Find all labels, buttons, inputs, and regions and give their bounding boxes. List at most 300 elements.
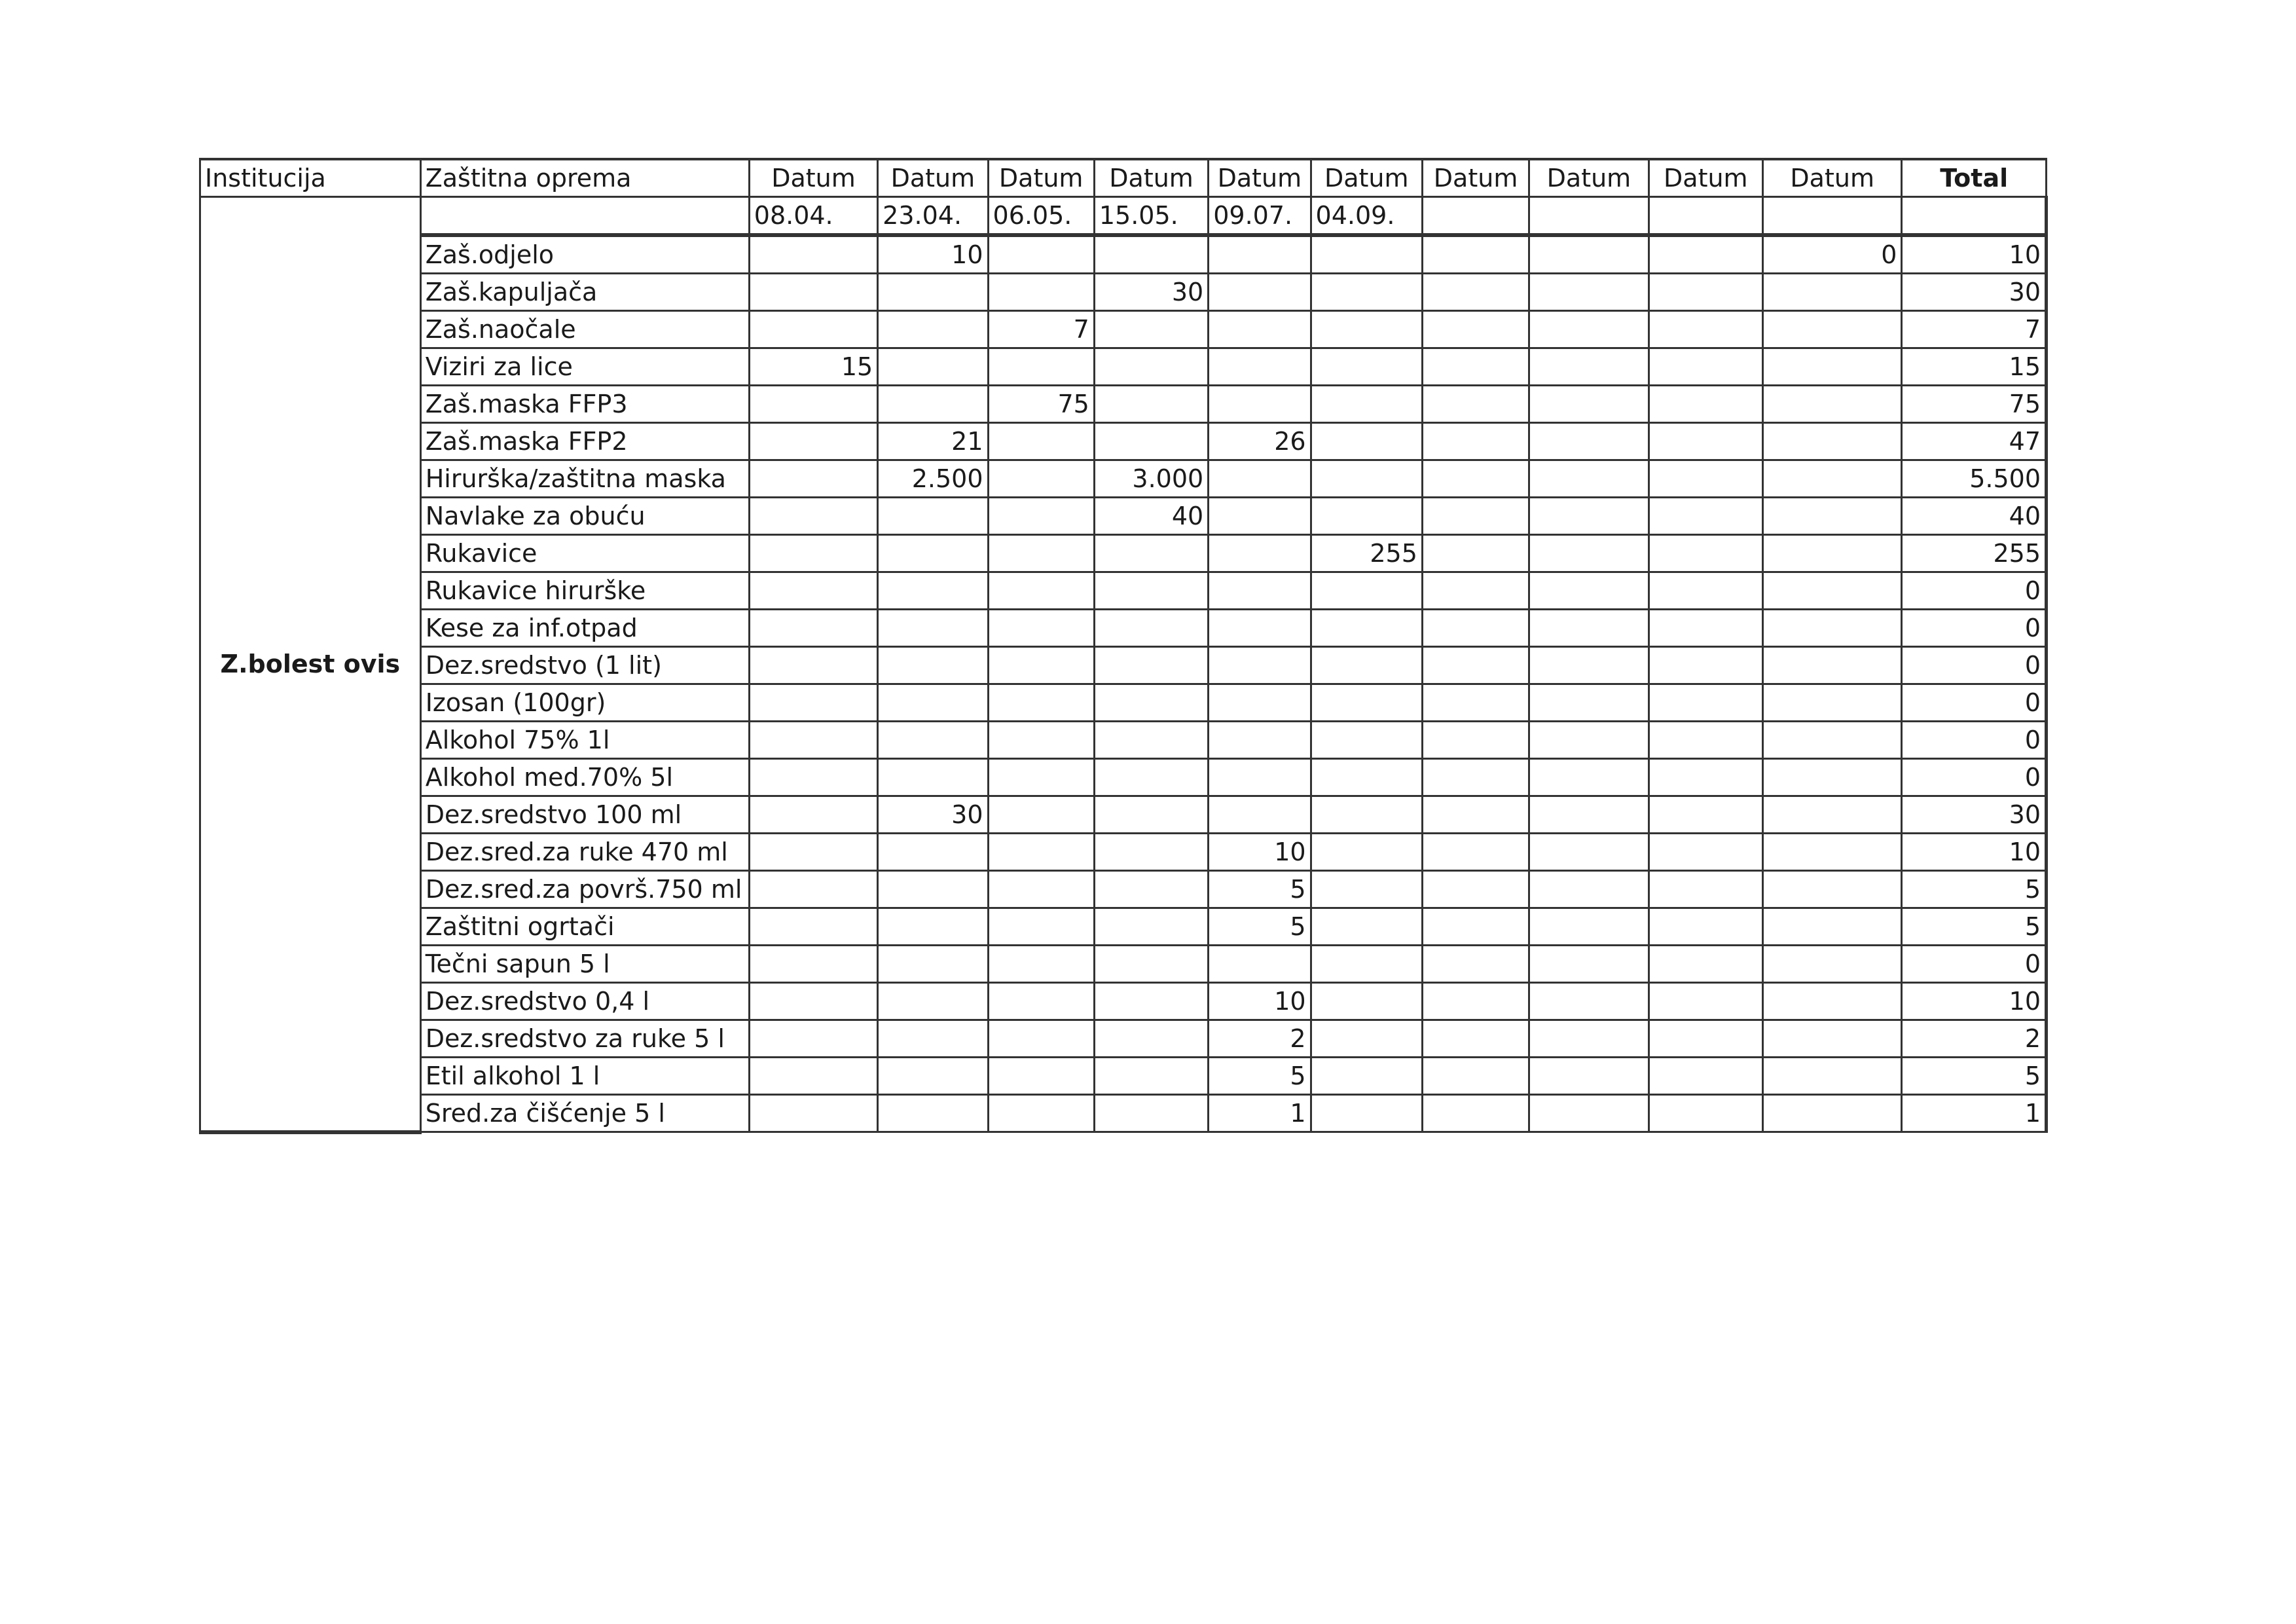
quantity-cell	[1094, 722, 1208, 759]
quantity-cell	[1209, 274, 1311, 311]
quantity-cell: 15	[749, 348, 877, 386]
quantity-cell	[1529, 647, 1649, 684]
quantity-cell	[1094, 1020, 1208, 1058]
equipment-item: Dez.sredstvo za ruke 5 l	[420, 1020, 749, 1058]
equipment-table	[199, 158, 2048, 1134]
institution-name: Z.bolest ovis	[200, 197, 421, 1132]
quantity-cell	[1529, 908, 1649, 946]
quantity-cell	[749, 311, 877, 348]
total-cell: 0	[1902, 946, 2047, 983]
quantity-cell: 30	[1094, 274, 1208, 311]
equipment-item: Kese za inf.otpad	[420, 610, 749, 647]
date-header: Datum	[749, 159, 877, 197]
table-row	[200, 946, 2047, 983]
quantity-cell	[1422, 423, 1529, 460]
total-cell: 47	[1902, 423, 2047, 460]
quantity-cell	[749, 796, 877, 834]
quantity-cell	[1529, 983, 1649, 1020]
quantity-cell	[1762, 759, 1901, 796]
equipment-item: Rukavice	[420, 535, 749, 572]
quantity-cell	[1422, 274, 1529, 311]
quantity-cell	[988, 684, 1094, 722]
quantity-cell	[878, 759, 988, 796]
quantity-cell	[1209, 759, 1311, 796]
table-row	[200, 535, 2047, 572]
institution-header: Institucija	[200, 159, 421, 197]
quantity-cell	[1422, 1095, 1529, 1132]
equipment-item: Hirurška/zaštitna maska	[420, 460, 749, 498]
equipment-item: Dez.sredstvo 100 ml	[420, 796, 749, 834]
quantity-cell	[1762, 423, 1901, 460]
dates-label-cell	[420, 197, 749, 236]
quantity-cell	[1209, 311, 1311, 348]
equipment-item: Rukavice hirurške	[420, 572, 749, 610]
date-value: 06.05.	[988, 197, 1094, 236]
quantity-cell	[1762, 1058, 1901, 1095]
quantity-cell	[878, 311, 988, 348]
quantity-cell	[988, 235, 1094, 274]
quantity-cell	[1529, 274, 1649, 311]
quantity-cell	[1094, 759, 1208, 796]
total-cell: 10	[1902, 983, 2047, 1020]
quantity-cell	[1649, 386, 1762, 423]
quantity-cell	[1529, 423, 1649, 460]
quantity-cell	[1311, 871, 1422, 908]
equipment-item: Zaš.maska FFP3	[420, 386, 749, 423]
quantity-cell	[1762, 386, 1901, 423]
total-cell: 10	[1902, 834, 2047, 871]
table-row	[200, 759, 2047, 796]
table-row	[200, 1095, 2047, 1132]
quantity-cell	[1529, 498, 1649, 535]
quantity-cell	[1209, 647, 1311, 684]
quantity-cell	[749, 535, 877, 572]
quantity-cell	[1422, 908, 1529, 946]
total-cell: 15	[1902, 348, 2047, 386]
quantity-cell	[749, 871, 877, 908]
table-row	[200, 348, 2047, 386]
quantity-cell	[878, 610, 988, 647]
quantity-cell	[988, 423, 1094, 460]
quantity-cell	[1529, 311, 1649, 348]
quantity-cell	[1649, 834, 1762, 871]
quantity-cell	[1311, 460, 1422, 498]
quantity-cell: 10	[1209, 983, 1311, 1020]
quantity-cell	[1209, 722, 1311, 759]
quantity-cell	[1649, 796, 1762, 834]
quantity-cell	[878, 498, 988, 535]
quantity-cell	[1762, 610, 1901, 647]
quantity-cell	[988, 1058, 1094, 1095]
quantity-cell	[1649, 983, 1762, 1020]
equipment-header: Zaštitna oprema	[420, 159, 749, 197]
quantity-cell	[1311, 348, 1422, 386]
quantity-cell	[878, 908, 988, 946]
table-row	[200, 1058, 2047, 1095]
date-value: 15.05.	[1094, 197, 1208, 236]
dates-total-cell	[1902, 197, 2047, 236]
quantity-cell	[1209, 684, 1311, 722]
quantity-cell	[1209, 235, 1311, 274]
total-cell: 0	[1902, 722, 2047, 759]
quantity-cell	[1311, 1020, 1422, 1058]
dates-row	[200, 197, 2047, 236]
quantity-cell	[1094, 983, 1208, 1020]
quantity-cell	[878, 834, 988, 871]
quantity-cell	[1209, 572, 1311, 610]
date-value	[1529, 197, 1649, 236]
quantity-cell	[1529, 1020, 1649, 1058]
table-row	[200, 423, 2047, 460]
quantity-cell	[1762, 274, 1901, 311]
quantity-cell	[1311, 722, 1422, 759]
total-cell: 0	[1902, 759, 2047, 796]
quantity-cell	[1649, 572, 1762, 610]
quantity-cell	[1762, 796, 1901, 834]
quantity-cell	[1762, 946, 1901, 983]
quantity-cell	[878, 722, 988, 759]
quantity-cell	[1649, 498, 1762, 535]
equipment-item: Tečni sapun 5 l	[420, 946, 749, 983]
quantity-cell	[1094, 647, 1208, 684]
quantity-cell	[749, 722, 877, 759]
table-row	[200, 235, 2047, 274]
quantity-cell	[1529, 684, 1649, 722]
quantity-cell	[878, 1058, 988, 1095]
total-cell: 5.500	[1902, 460, 2047, 498]
quantity-cell	[749, 1058, 877, 1095]
quantity-cell	[988, 796, 1094, 834]
quantity-cell	[749, 1020, 877, 1058]
quantity-cell	[1762, 647, 1901, 684]
quantity-cell	[1311, 274, 1422, 311]
quantity-cell	[1649, 423, 1762, 460]
quantity-cell	[1094, 610, 1208, 647]
quantity-cell	[1422, 235, 1529, 274]
quantity-cell	[1649, 722, 1762, 759]
quantity-cell	[1529, 535, 1649, 572]
quantity-cell	[988, 946, 1094, 983]
table-row	[200, 572, 2047, 610]
table-row	[200, 460, 2047, 498]
equipment-item: Zaš.kapuljača	[420, 274, 749, 311]
quantity-cell	[1762, 684, 1901, 722]
quantity-cell	[1529, 460, 1649, 498]
quantity-cell	[1422, 610, 1529, 647]
quantity-cell	[988, 274, 1094, 311]
table-row	[200, 647, 2047, 684]
date-header: Datum	[1311, 159, 1422, 197]
table-row	[200, 834, 2047, 871]
total-cell: 1	[1902, 1095, 2047, 1132]
quantity-cell	[1311, 610, 1422, 647]
quantity-cell	[1311, 423, 1422, 460]
table-row	[200, 871, 2047, 908]
quantity-cell	[1649, 1095, 1762, 1132]
quantity-cell: 2.500	[878, 460, 988, 498]
total-cell: 0	[1902, 610, 2047, 647]
quantity-cell: 21	[878, 423, 988, 460]
quantity-cell	[1649, 684, 1762, 722]
equipment-item: Alkohol med.70% 5l	[420, 759, 749, 796]
quantity-cell	[1649, 311, 1762, 348]
quantity-cell	[988, 1020, 1094, 1058]
quantity-cell	[1762, 834, 1901, 871]
quantity-cell	[1311, 946, 1422, 983]
quantity-cell	[1094, 871, 1208, 908]
quantity-cell	[749, 834, 877, 871]
equipment-item: Navlake za obuću	[420, 498, 749, 535]
quantity-cell: 3.000	[1094, 460, 1208, 498]
quantity-cell	[1422, 386, 1529, 423]
quantity-cell	[749, 235, 877, 274]
quantity-cell	[1649, 1058, 1762, 1095]
quantity-cell: 75	[988, 386, 1094, 423]
quantity-cell	[1311, 647, 1422, 684]
quantity-cell	[1422, 759, 1529, 796]
quantity-cell	[1649, 759, 1762, 796]
date-header: Datum	[1762, 159, 1901, 197]
date-header: Datum	[1209, 159, 1311, 197]
quantity-cell	[878, 535, 988, 572]
quantity-cell	[1209, 796, 1311, 834]
quantity-cell: 5	[1209, 1058, 1311, 1095]
quantity-cell	[988, 908, 1094, 946]
quantity-cell	[1529, 1058, 1649, 1095]
table-body	[200, 159, 2047, 1132]
quantity-cell	[1422, 647, 1529, 684]
date-value: 23.04.	[878, 197, 988, 236]
equipment-item: Dez.sred.za ruke 470 ml	[420, 834, 749, 871]
total-cell: 40	[1902, 498, 2047, 535]
quantity-cell	[1094, 348, 1208, 386]
quantity-cell	[1422, 722, 1529, 759]
quantity-cell	[1649, 647, 1762, 684]
quantity-cell	[1209, 348, 1311, 386]
table-row	[200, 1020, 2047, 1058]
quantity-cell	[1529, 796, 1649, 834]
quantity-cell	[1209, 946, 1311, 983]
quantity-cell	[1762, 572, 1901, 610]
quantity-cell	[749, 386, 877, 423]
quantity-cell	[1311, 386, 1422, 423]
quantity-cell	[749, 684, 877, 722]
quantity-cell	[1529, 572, 1649, 610]
quantity-cell	[749, 610, 877, 647]
quantity-cell	[1529, 871, 1649, 908]
quantity-cell	[1311, 983, 1422, 1020]
quantity-cell	[988, 348, 1094, 386]
quantity-cell	[1094, 535, 1208, 572]
quantity-cell	[1094, 311, 1208, 348]
quantity-cell	[1529, 348, 1649, 386]
quantity-cell	[988, 498, 1094, 535]
quantity-cell	[1311, 1058, 1422, 1095]
quantity-cell	[1762, 1095, 1901, 1132]
date-header: Datum	[1529, 159, 1649, 197]
quantity-cell	[1311, 834, 1422, 871]
equipment-item: Alkohol 75% 1l	[420, 722, 749, 759]
equipment-item: Dez.sredstvo 0,4 l	[420, 983, 749, 1020]
quantity-cell	[1762, 722, 1901, 759]
table-row	[200, 722, 2047, 759]
date-header: Datum	[1094, 159, 1208, 197]
quantity-cell: 10	[1209, 834, 1311, 871]
quantity-cell: 40	[1094, 498, 1208, 535]
quantity-cell	[1422, 348, 1529, 386]
equipment-item: Zaštitni ogrtači	[420, 908, 749, 946]
quantity-cell: 30	[878, 796, 988, 834]
quantity-cell	[1094, 684, 1208, 722]
quantity-cell	[1422, 535, 1529, 572]
total-cell: 75	[1902, 386, 2047, 423]
quantity-cell	[1094, 1095, 1208, 1132]
quantity-cell	[878, 386, 988, 423]
equipment-item: Etil alkohol 1 l	[420, 1058, 749, 1095]
quantity-cell	[749, 572, 877, 610]
total-header: Total	[1902, 159, 2047, 197]
quantity-cell	[1209, 386, 1311, 423]
quantity-cell	[1762, 983, 1901, 1020]
total-cell: 0	[1902, 684, 2047, 722]
quantity-cell	[749, 460, 877, 498]
quantity-cell	[1422, 871, 1529, 908]
equipment-item: Zaš.odjelo	[420, 235, 749, 274]
date-value	[1762, 197, 1901, 236]
quantity-cell	[1422, 684, 1529, 722]
date-header: Datum	[1649, 159, 1762, 197]
quantity-cell	[1094, 1058, 1208, 1095]
quantity-cell	[1762, 460, 1901, 498]
table-row	[200, 684, 2047, 722]
total-cell: 7	[1902, 311, 2047, 348]
quantity-cell: 10	[878, 235, 988, 274]
quantity-cell	[1422, 983, 1529, 1020]
quantity-cell	[1094, 796, 1208, 834]
quantity-cell	[1422, 572, 1529, 610]
quantity-cell	[878, 274, 988, 311]
quantity-cell: 26	[1209, 423, 1311, 460]
date-value: 04.09.	[1311, 197, 1422, 236]
quantity-cell: 5	[1209, 908, 1311, 946]
quantity-cell	[749, 759, 877, 796]
quantity-cell	[988, 759, 1094, 796]
quantity-cell	[1209, 498, 1311, 535]
quantity-cell	[988, 722, 1094, 759]
quantity-cell	[1649, 460, 1762, 498]
quantity-cell	[1529, 1095, 1649, 1132]
quantity-cell	[1762, 498, 1901, 535]
quantity-cell	[1529, 946, 1649, 983]
quantity-cell	[1209, 460, 1311, 498]
table-row	[200, 610, 2047, 647]
quantity-cell: 5	[1209, 871, 1311, 908]
quantity-cell	[1762, 311, 1901, 348]
quantity-cell: 255	[1311, 535, 1422, 572]
quantity-cell	[1422, 796, 1529, 834]
total-cell: 5	[1902, 1058, 2047, 1095]
quantity-cell	[988, 572, 1094, 610]
date-header: Datum	[988, 159, 1094, 197]
total-cell: 2	[1902, 1020, 2047, 1058]
quantity-cell	[988, 1095, 1094, 1132]
quantity-cell	[1209, 610, 1311, 647]
quantity-cell	[749, 908, 877, 946]
total-cell: 5	[1902, 871, 2047, 908]
quantity-cell	[988, 834, 1094, 871]
quantity-cell	[1311, 235, 1422, 274]
total-cell: 10	[1902, 235, 2047, 274]
quantity-cell	[1311, 1095, 1422, 1132]
quantity-cell	[1209, 535, 1311, 572]
quantity-cell	[988, 460, 1094, 498]
equipment-item: Dez.sredstvo (1 lit)	[420, 647, 749, 684]
table-row	[200, 386, 2047, 423]
equipment-item: Izosan (100gr)	[420, 684, 749, 722]
quantity-cell	[1422, 834, 1529, 871]
quantity-cell	[878, 684, 988, 722]
quantity-cell	[1311, 684, 1422, 722]
quantity-cell	[1762, 535, 1901, 572]
table-row	[200, 796, 2047, 834]
quantity-cell	[1094, 423, 1208, 460]
table-row	[200, 498, 2047, 535]
table-row	[200, 311, 2047, 348]
quantity-cell	[1094, 572, 1208, 610]
quantity-cell	[1311, 796, 1422, 834]
quantity-cell	[1311, 759, 1422, 796]
date-value: 09.07.	[1209, 197, 1311, 236]
quantity-cell	[1649, 235, 1762, 274]
quantity-cell	[1311, 908, 1422, 946]
quantity-cell	[1529, 386, 1649, 423]
quantity-cell	[878, 946, 988, 983]
quantity-cell	[1422, 460, 1529, 498]
quantity-cell	[1529, 834, 1649, 871]
quantity-cell	[1649, 1020, 1762, 1058]
quantity-cell: 1	[1209, 1095, 1311, 1132]
total-cell: 30	[1902, 274, 2047, 311]
quantity-cell	[1422, 946, 1529, 983]
date-header: Datum	[878, 159, 988, 197]
date-header: Datum	[1422, 159, 1529, 197]
quantity-cell: 2	[1209, 1020, 1311, 1058]
table-row	[200, 274, 2047, 311]
quantity-cell	[878, 1020, 988, 1058]
quantity-cell	[749, 498, 877, 535]
quantity-cell	[1422, 1058, 1529, 1095]
quantity-cell	[878, 348, 988, 386]
quantity-cell	[1649, 348, 1762, 386]
quantity-cell	[749, 274, 877, 311]
quantity-cell	[1529, 759, 1649, 796]
quantity-cell	[749, 647, 877, 684]
quantity-cell	[878, 572, 988, 610]
date-value	[1649, 197, 1762, 236]
quantity-cell	[988, 983, 1094, 1020]
quantity-cell	[1094, 386, 1208, 423]
equipment-item: Dez.sred.za površ.750 ml	[420, 871, 749, 908]
quantity-cell	[1094, 946, 1208, 983]
quantity-cell	[1311, 311, 1422, 348]
quantity-cell	[1422, 1020, 1529, 1058]
quantity-cell	[1422, 311, 1529, 348]
quantity-cell	[878, 983, 988, 1020]
total-cell: 0	[1902, 572, 2047, 610]
quantity-cell	[878, 871, 988, 908]
quantity-cell	[1529, 235, 1649, 274]
quantity-cell	[988, 535, 1094, 572]
